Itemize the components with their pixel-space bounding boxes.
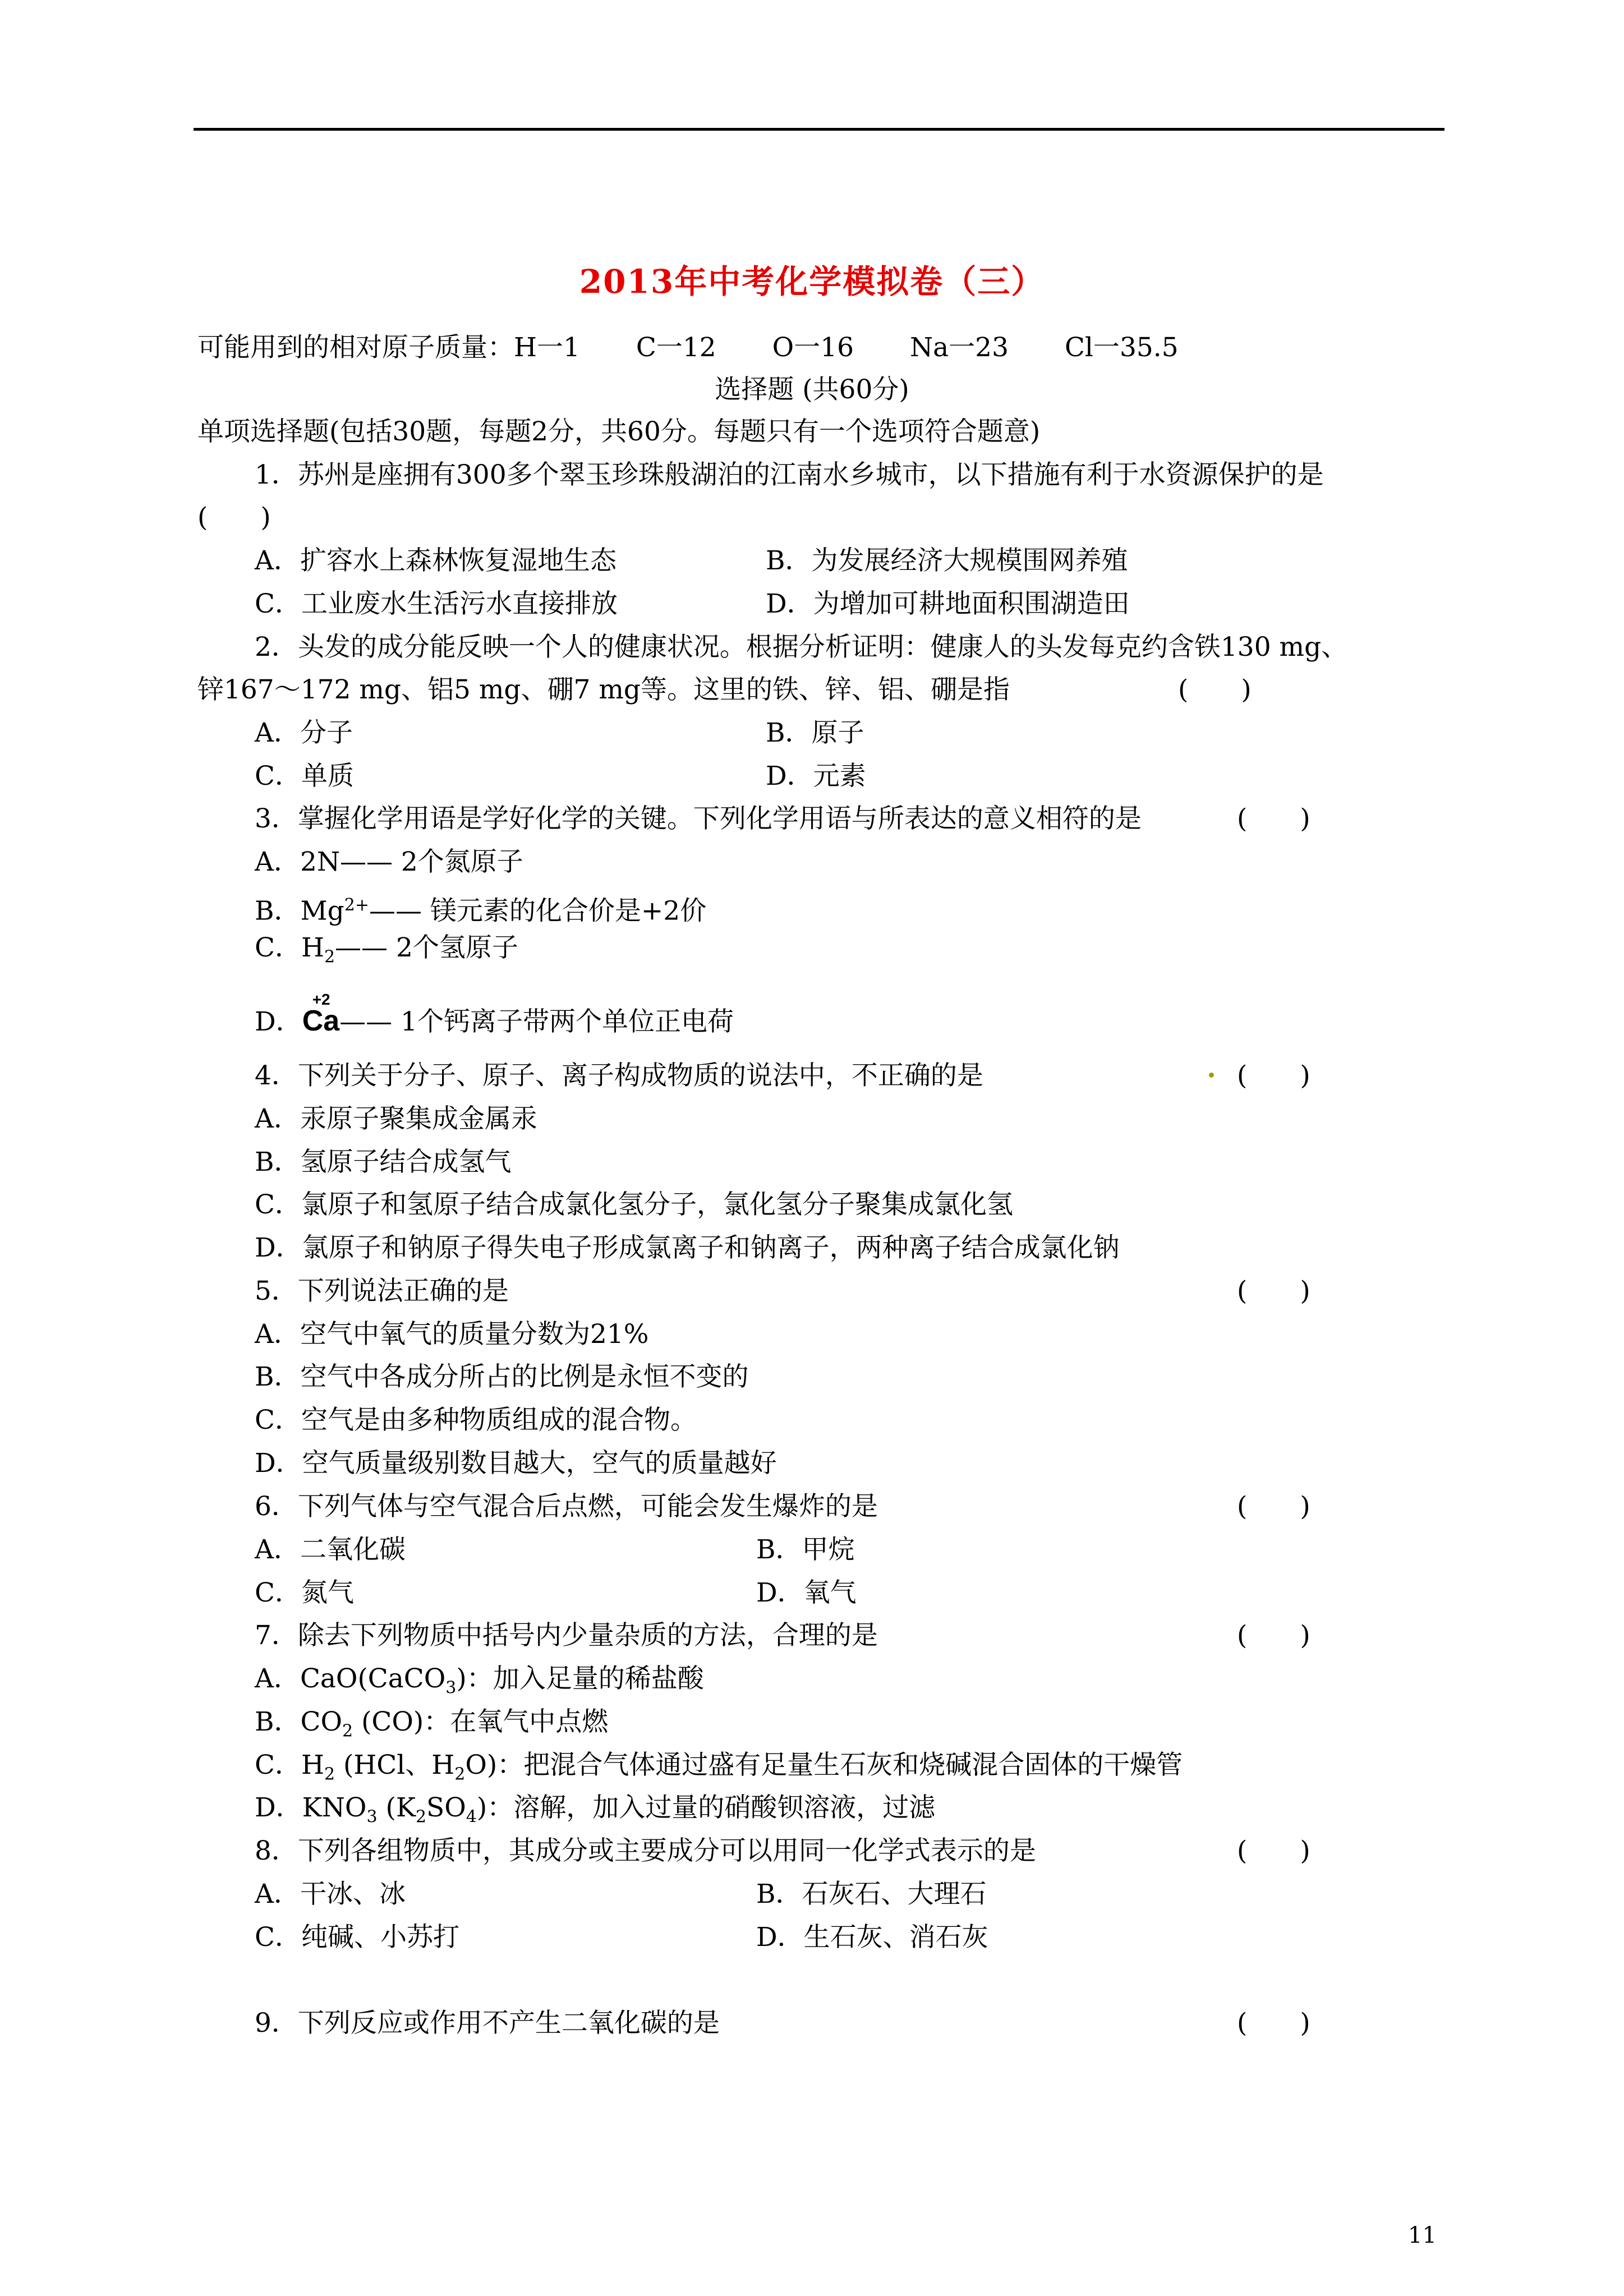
q2-paren: ( ) [1178,674,1252,705]
q7-option-b [255,1705,608,1748]
q4-option-b: B．氢原子结合成氢气 [255,1147,512,1177]
q5-option-d: D．空气质量级别数目越大，空气的质量越好 [255,1448,777,1479]
q1-option-c: C．工业废水生活污水直接排放 [255,588,618,619]
instruction: 单项选择题(包括30题，每题2分，共60分。每题只有一个选项符合题意) [197,416,1041,447]
q1-option-b: B．为发展经济大规模围网养殖 [766,545,1128,576]
mass-cl: Cl一35.5 [1064,332,1179,363]
q7-paren: ( ) [1237,1620,1310,1651]
q1-option-a: A．扩容水上森林恢复湿地生态 [255,545,617,576]
q3-d-ca-text: Ca [302,1005,340,1037]
q3-paren: ( ) [1237,803,1310,834]
q1-stem: 1．苏州是座拥有300多个翠玉珍珠般湖泊的江南水乡城市，以下措施有利于水资源保护的是 [255,459,1324,490]
q7-d-formula: D．KNO [255,1792,367,1823]
q5-paren: ( ) [1237,1276,1310,1306]
q9-paren: ( ) [1237,2008,1310,2039]
q3-d-label: D． [255,1006,302,1037]
q3-option-b [255,889,706,928]
header-rule [194,128,1444,131]
q7-d-text: )：溶解，加入过量的硝酸钡溶液，过滤 [476,1792,936,1823]
q4-option-a: A．汞原子聚集成金属汞 [255,1103,537,1134]
q6-option-c: C．氮气 [255,1577,354,1608]
q9-stem: 9．下列反应或作用不产生二氧化碳的是 [255,2008,720,2039]
q3-c-text: —— 2个氢原子 [335,932,518,963]
q4-option-d: D．氯原子和钠原子得失电子形成氯离子和钠离子，两种离子结合成氯化钠 [255,1232,1120,1263]
q4-stem: 4．下列关于分子、原子、离子构成物质的说法中，不正确的是 [255,1060,983,1091]
q7-c-formula: C．H [255,1750,324,1780]
q1-paren: ( ) [197,502,271,533]
page-title: 2013年中考化学模拟卷（三） [579,263,1045,301]
q7-b-text: (CO)：在氧气中点燃 [353,1706,609,1737]
q8-option-a: A．干冰、冰 [255,1879,406,1910]
q3-b-symbol: B．Mg [255,895,344,927]
q7-option-a [255,1662,704,1705]
q3-d-text: —— 1个钙离子带两个单位正电荷 [339,1006,734,1037]
q7-option-c [255,1749,1183,1791]
section-heading: 选择题 (共60分) [715,374,909,405]
q3-option-a: A．2N—— 2个氮原子 [255,846,523,877]
mass-h: H一1 [514,332,580,363]
q3-b-charge: 2+ [344,895,369,915]
q3-d-calcium-symbol [302,991,340,1038]
q7-d-subscript2: 2 [415,1807,427,1827]
mass-o: O一16 [772,332,854,363]
q2-stem-line2: 锌167～172 mg、铝5 mg、硼7 mg等。这里的铁、锌、铝、硼是指 [197,674,1010,705]
q3-c-symbol: C．H [255,932,324,963]
stray-dot [1209,1073,1214,1078]
q2-option-a: A．分子 [255,717,353,748]
q2-stem-line1: 2．头发的成分能反映一个人的健康状况。根据分析证明：健康人的头发每克约含铁130 mg、 [255,632,1348,662]
mass-c: C一12 [636,332,716,363]
q2-option-d: D．元素 [766,761,866,792]
q3-option-c [255,931,518,974]
atomic-masses [197,331,1235,365]
q5-option-a: A．空气中氧气的质量分数为21% [255,1319,649,1350]
q6-option-b: B．甲烷 [756,1534,855,1565]
q8-option-d: D．生石灰、消石灰 [756,1922,988,1953]
q7-option-d [255,1791,935,1834]
q7-a-text: )：加入足量的稀盐酸 [456,1663,704,1694]
q8-stem: 8．下列各组物质中，其成分或主要成分可以用同一化学式表示的是 [255,1835,1036,1866]
q7-d-impurity: (K [377,1792,416,1823]
q7-stem: 7．除去下列物质中括号内少量杂质的方法，合理的是 [255,1620,878,1651]
q7-b-subscript: 2 [342,1721,353,1741]
page-number: 11 [1408,2223,1437,2248]
q3-d-valence: +2 [312,991,330,1008]
q7-d-subscript: 3 [366,1807,378,1827]
q7-d-impurity2: SO [426,1792,466,1823]
q6-option-a: A．二氧化碳 [255,1534,406,1565]
q4-option-c: C．氯原子和氢原子结合成氯化氢分子，氯化氢分子聚集成氯化氢 [255,1189,1013,1220]
q7-a-subscript: 3 [445,1678,457,1698]
q3-c-subscript: 2 [324,947,335,967]
q7-a-formula: A．CaO(CaCO [255,1663,446,1694]
q2-option-b: B．原子 [766,717,864,748]
q8-option-b: B．石灰石、大理石 [756,1879,987,1910]
q7-c-text: O)：把混合气体通过盛有足量生石灰和烧碱混合固体的干燥管 [465,1750,1183,1780]
q5-option-b: B．空气中各成分所占的比例是永恒不变的 [255,1361,749,1392]
q6-option-d: D．氧气 [756,1577,857,1608]
q3-stem: 3．掌握化学用语是学好化学的关键。下列化学用语与所表达的意义相符的是 [255,803,1142,834]
q3-option-d [255,991,734,1039]
masses-label: 可能用到的相对原子质量： [197,332,514,363]
q7-d-subscript3: 4 [466,1807,477,1827]
q7-c-impurity: (HCl、H [335,1750,455,1780]
q6-paren: ( ) [1237,1491,1310,1522]
q3-b-text: —— 镁元素的化合价是+2价 [369,895,707,927]
q4-paren: ( ) [1237,1060,1310,1091]
q8-paren: ( ) [1237,1835,1310,1866]
q7-c-subscript2: 2 [454,1764,466,1784]
mass-na: Na一23 [910,332,1009,363]
q5-stem: 5．下列说法正确的是 [255,1276,509,1306]
q1-option-d: D．为增加可耕地面积围湖造田 [766,588,1130,619]
q8-option-c: C．纯碱、小苏打 [255,1922,459,1953]
q2-option-c: C．单质 [255,761,354,792]
q5-option-c: C．空气是由多种物质组成的混合物。 [255,1405,697,1435]
q6-stem: 6．下列气体与空气混合后点燃，可能会发生爆炸的是 [255,1491,878,1522]
q7-b-formula: B．CO [255,1706,343,1737]
q7-c-subscript: 2 [324,1764,335,1784]
